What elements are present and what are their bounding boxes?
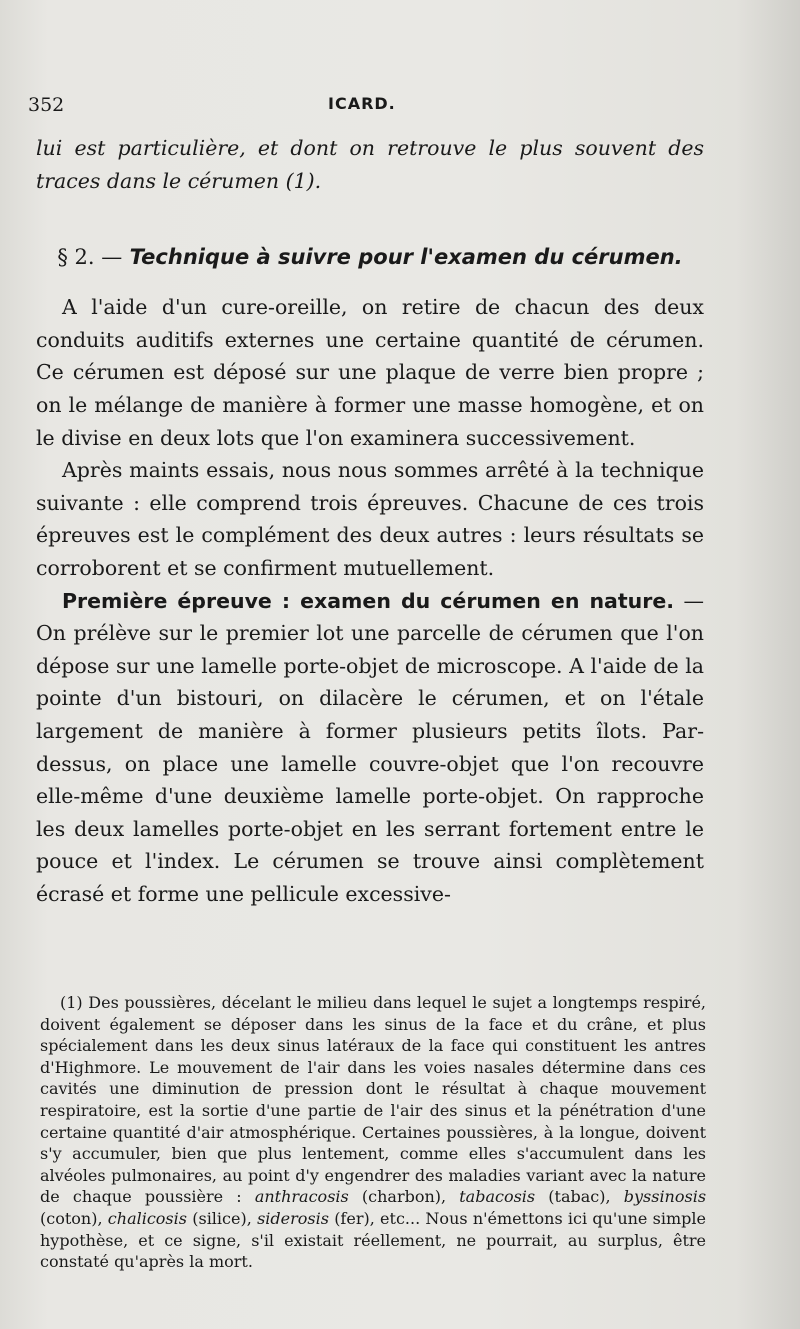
main-text [36, 132, 704, 910]
continuation-paragraph: lui est particulière, et dont on retrouve le plus souvent des traces dans le cérumen (1). [36, 136, 704, 193]
footnote-text: (tabac), [548, 1187, 611, 1207]
footnote-text: (silice), [192, 1208, 252, 1228]
footnote-text: (fer), etc... Nous n'émettons ici qu'une simple hypothèse, et ce signe, s'il existait réellement, ne pourrait, au surplus, être constaté qu'après la mort. [40, 1208, 706, 1272]
section-symbol: § 2. — [57, 245, 123, 270]
footnote-term: anthracosis [254, 1187, 349, 1207]
footnotes [40, 992, 706, 1273]
footnote-term: siderosis [257, 1208, 329, 1228]
footnote-term: byssinosis [623, 1187, 707, 1207]
paragraph-3-text: — On prélève sur le premier lot une parcelle de cérumen que l'on dépose sur une lamelle porte-objet de microscope. A l'aide de la pointe d'un bistouri, on dilacère le cérumen, et on l'étale largement de manière à former plusieurs petits îlots. Par-dessus, on place une lamelle couvre-objet que l'on recouvre elle-même d'une deuxième lamelle porte-objet. On rapproche les deux lamelles porte-objet en les serrant fortement entre le pouce et l'index. Le cérumen se trouve ainsi complètement écrasé et forme une pellicule excessive- [36, 588, 704, 906]
page-number: 352 [28, 94, 65, 116]
paragraph-1: A l'aide d'un cure-oreille, on retire de chacun des deux conduits auditifs externes une certaine quantité de cérumen. Ce cérumen est déposé sur une plaque de verre bien propre ; on le mélange de manière à former une masse homogène, et on le divise en deux lots que l'on examinera successivement. [36, 295, 704, 450]
running-head: ICARD. [328, 94, 396, 113]
footnote-text: (coton), [40, 1208, 103, 1228]
section-title: Technique à suivre pour l'examen du cérumen. [129, 245, 683, 270]
footnote-term: tabacosis [459, 1187, 536, 1207]
footnote-text: (1) Des poussières, décelant le milieu dans lequel le sujet a longtemps respiré, doivent également se déposer dans les sinus de la face et du crâne, et plus spécialement dans les deux sinus latéraux de la face qui constituent les antres d'Highmore. Le mouvement de l'air dans les voies nasales détermine dans ces cavités une diminution de pression dont le résultat à chaque mouvement respiratoire, est la sortie d'une partie de l'air des sinus et la pénétration d'une certaine quantité d'air atmosphérique. Certaines poussières, à la longue, doivent s'y accumuler, bien que plus lentement, comme elles s'accumulent dans les alvéoles pulmonaires, au point d'y engendrer des maladies variant avec la nature de chaque poussière : [40, 993, 706, 1207]
section-heading [36, 241, 704, 273]
footnote-text: (charbon), [361, 1187, 447, 1207]
footnote-1 [40, 992, 706, 1273]
paragraph-3-heading: Première épreuve : examen du cérumen en nature. [62, 588, 675, 613]
paragraph-3 [36, 585, 704, 911]
footnote-term: chalicosis [107, 1208, 187, 1228]
page-header [28, 94, 728, 118]
paragraph-2: Après maints essais, nous nous sommes arrêté à la technique suivante : elle comprend trois épreuves. Chacune de ces trois épreuves est le complément des deux autres : leurs résultats se corroborent et se confirment mutuellement. [36, 458, 704, 580]
